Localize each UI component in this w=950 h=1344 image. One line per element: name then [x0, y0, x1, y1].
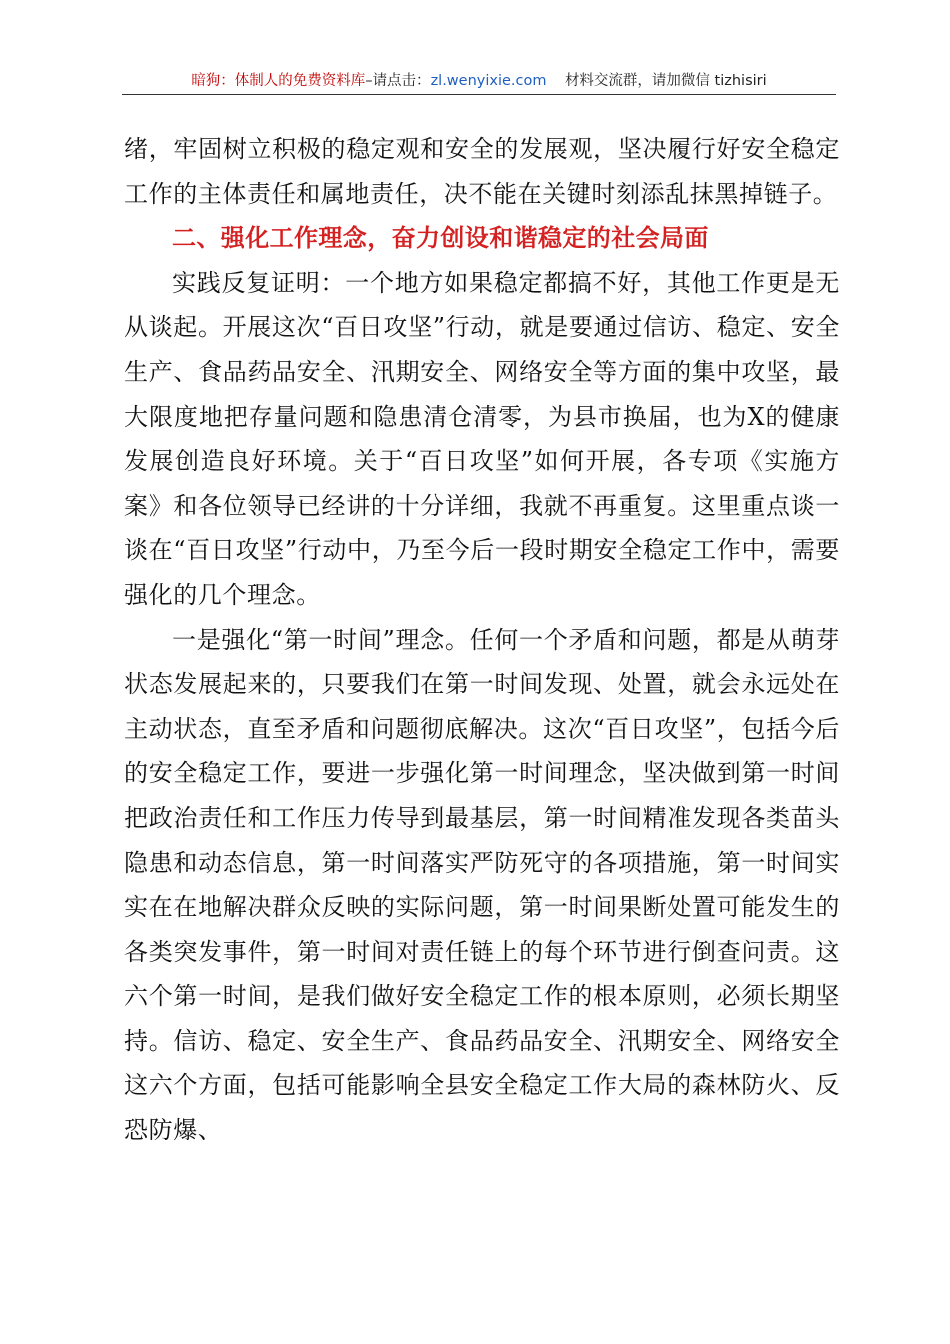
document-body	[124, 127, 840, 1153]
paragraph-practice: 实践反复证明：一个地方如果稳定都搞不好，其他工作更是无从谈起。开展这次“百日攻坚”行动，就是要通过信访、稳定、安全生产、食品药品安全、汛期安全、网络安全等方面的集中攻坚，最大限度地把存量问题和隐患清仓清零，为县市换届，也为X的健康发展创造良好环境。关于“百日攻坚”如何开展，各专项《实施方案》和各位领导已经讲的十分详细，我就不再重复。这里重点谈一谈在“百日攻坚”行动中，乃至今后一段时期安全稳定工作中，需要强化的几个理念。	[124, 268, 840, 609]
header-url-link[interactable]: zl.wenyixie.com	[430, 73, 547, 89]
page-header	[122, 70, 836, 96]
header-click-prefix: –请点击：	[365, 73, 431, 89]
section-heading: 二、强化工作理念，奋力创设和谐稳定的社会局面	[172, 224, 709, 253]
header-contact: 材料交流群，请加微信 tizhisiri	[564, 73, 767, 89]
paragraph-continued: 绪，牢固树立积极的稳定观和安全的发展观，坚决履行好安全稳定工作的主体责任和属地责任，决不能在关键时刻添乱抹黑掉链子。	[124, 135, 840, 208]
header-divider	[122, 94, 836, 95]
header-brand: 暗狗：体制人的免费资料库	[191, 73, 366, 89]
paragraph-first-time: 一是强化“第一时间”理念。任何一个矛盾和问题，都是从萌芽状态发展起来的，只要我们在第一时间发现、处置，就会永远处在主动状态，直至矛盾和问题彻底解决。这次“百日攻坚”，包括今后的安全稳定工作，要进一步强化第一时间理念，坚决做到第一时间把政治责任和工作压力传导到最基层，第一时间精准发现各类苗头隐患和动态信息，第一时间落实严防死守的各项措施，第一时间实实在在地解决群众反映的实际问题，第一时间果断处置可能发生的各类突发事件，第一时间对责任链上的每个环节进行倒查问责。这六个第一时间，是我们做好安全稳定工作的根本原则，必须长期坚持。信访、稳定、安全生产、食品药品安全、汛期安全、网络安全这六个方面，包括可能影响全县安全稳定工作大局的森林防火、反恐防爆、	[124, 625, 840, 1145]
